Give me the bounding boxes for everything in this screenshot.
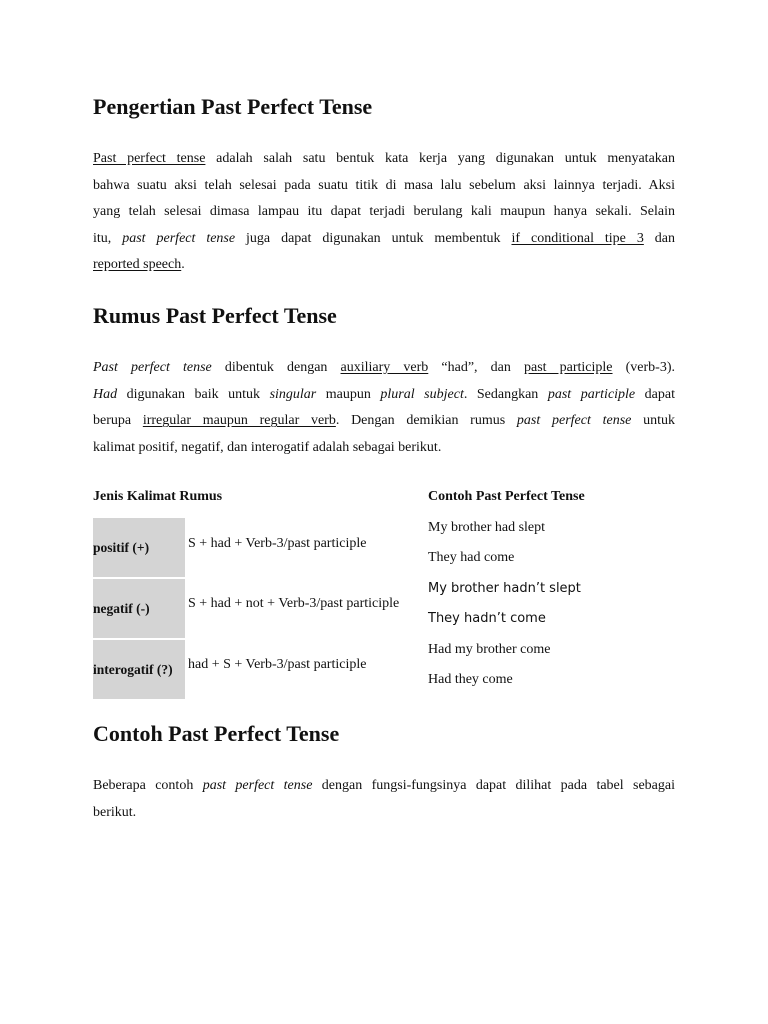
table-row-type	[93, 579, 185, 638]
table-header-left: Jenis Kalimat Rumus	[93, 489, 223, 504]
example-cell: My brother hadn’t slept	[428, 581, 581, 596]
heading-contoh: Contoh Past Perfect Tense	[93, 721, 340, 746]
table-row-type	[93, 518, 185, 577]
text-span: dibentuk dengan	[211, 360, 341, 375]
text-span: “had”, dan	[428, 360, 524, 375]
paragraph-line	[93, 252, 675, 279]
text-span: maupun	[316, 386, 381, 402]
formula-cell: had + S + Verb-3/past participle	[188, 657, 367, 672]
text-span: berupa	[93, 413, 143, 429]
paragraph-contoh	[93, 773, 675, 826]
link-reported-speech[interactable]: reported speech	[93, 257, 182, 273]
italic-term: past perfect tense	[516, 413, 632, 429]
link-if-conditional[interactable]: if conditional tipe 3	[511, 230, 644, 246]
paragraph-line	[93, 773, 675, 800]
text-span: itu,	[93, 230, 123, 246]
paragraph-line	[93, 408, 675, 435]
link-irregular-regular-verb[interactable]: irregular maupun regular verb	[142, 413, 336, 429]
text-span: adalah salah satu bentuk kata kerja yang digunakan untuk menyatakan	[205, 151, 675, 166]
paragraph-line: yang telah selesai dimasa lampau itu dapat terjadi berulang kali maupun hanya sekali. Selain	[93, 204, 675, 220]
formula-cell: S + had + not + Verb-3/past participle	[188, 596, 400, 611]
text-span: digunakan baik untuk	[117, 386, 270, 402]
paragraph-pengertian	[93, 146, 675, 279]
italic-term: past perfect tense	[122, 230, 236, 246]
link-past-participle[interactable]: past participle	[523, 360, 613, 375]
paragraph-line	[93, 355, 675, 382]
example-cell: They hadn’t come	[428, 611, 546, 626]
link-auxiliary-verb[interactable]: auxiliary verb	[340, 360, 429, 375]
formula-cell: S + had + Verb-3/past participle	[188, 536, 367, 551]
table-header-right: Contoh Past Perfect Tense	[428, 489, 585, 504]
paragraph-line: berikut.	[93, 804, 137, 820]
paragraph-line: bahwa suatu aksi telah selesai pada suatu titik di masa lalu sebelum aksi lainnya terjadi. Aksi	[93, 177, 675, 193]
heading-pengertian: Pengertian Past Perfect Tense	[93, 94, 373, 119]
paragraph-rumus	[93, 355, 675, 461]
text-span: dengan fungsi-fungsinya dapat dilihat pada tabel sebagai	[312, 778, 675, 793]
italic-term: singular	[269, 386, 317, 402]
example-cell: They had come	[428, 550, 515, 565]
table-row-type	[93, 640, 185, 699]
italic-term: past participle	[547, 386, 636, 402]
text-span: untuk	[631, 413, 675, 429]
text-span: Beberapa contoh	[93, 778, 203, 793]
paragraph-line	[93, 146, 675, 173]
paragraph-line	[93, 382, 675, 409]
text-span: dan	[643, 230, 675, 246]
text-span: .	[181, 257, 185, 273]
text-span: dapat	[635, 386, 676, 402]
text-span: . Dengan demikian rumus	[335, 413, 517, 429]
text-span: . Sedangkan	[463, 386, 548, 402]
italic-term: plural subject	[380, 386, 464, 402]
sentence-type-label: negatif (-)	[93, 600, 150, 616]
italic-term: Past perfect tense	[93, 360, 212, 375]
sentence-type-label: positif (+)	[93, 539, 150, 555]
paragraph-line: kalimat positif, negatif, dan interogatif adalah sebagai berikut.	[93, 439, 442, 455]
text-span: juga dapat digunakan untuk membentuk	[235, 230, 512, 246]
heading-rumus: Rumus Past Perfect Tense	[93, 303, 337, 328]
text-span: (verb-3).	[612, 360, 675, 375]
example-cell: My brother had slept	[428, 520, 546, 535]
sentence-type-label: interogatif (?)	[93, 661, 173, 677]
example-cell: Had they come	[428, 672, 513, 687]
paragraph-line	[93, 226, 675, 253]
italic-term: past perfect tense	[202, 778, 313, 793]
example-cell: Had my brother come	[428, 642, 551, 657]
link-past-perfect-tense[interactable]: Past perfect tense	[93, 151, 206, 166]
italic-term: Had	[93, 386, 118, 402]
